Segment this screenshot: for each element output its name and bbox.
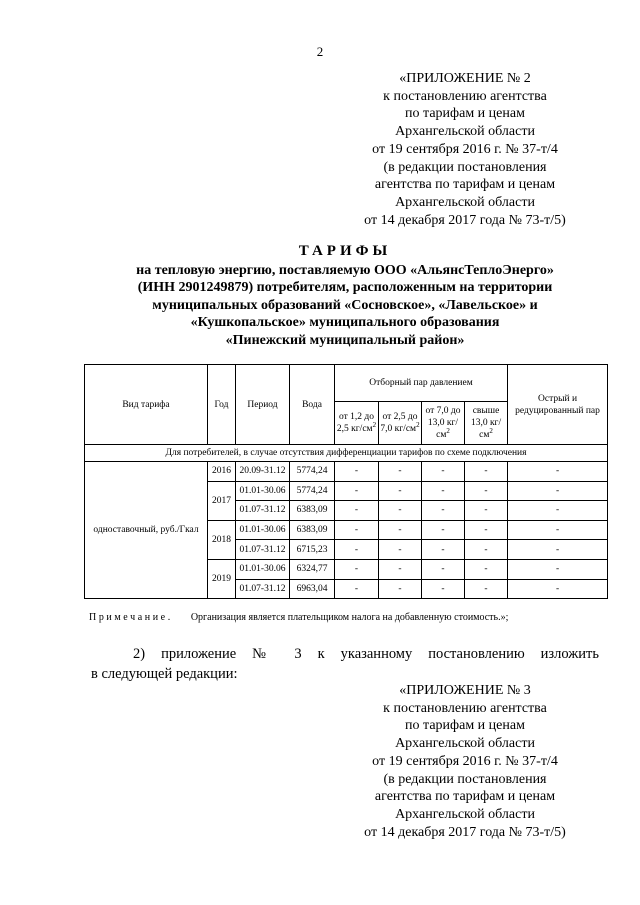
- year-cell: 2019: [208, 559, 236, 598]
- water-cell: 6324,77: [290, 559, 335, 579]
- appendix-line: по тарифам и ценам: [405, 106, 525, 122]
- header-steam-4: [465, 402, 508, 445]
- steam-cell: -: [422, 462, 465, 482]
- period-cell: 01.01-30.06: [236, 520, 290, 540]
- appendix-2-header: [355, 70, 575, 229]
- steam-cell: -: [335, 501, 379, 521]
- period-cell: 01.07-31.12: [236, 579, 290, 599]
- superscript: 2: [446, 426, 450, 435]
- header-steam-group: Отборный пар давлением: [335, 365, 508, 402]
- title-line: на тепловую энергию, поставляемую ООО «АльянсТеплоЭнерго»: [136, 262, 554, 278]
- paragraph-line: в следующей редакции:: [91, 666, 238, 682]
- steam-cell: -: [422, 540, 465, 560]
- steam-cell: -: [379, 520, 422, 540]
- title-line: «Кушкопальское» муниципального образования: [190, 315, 500, 331]
- title-line: «Пинежский муниципальный район»: [225, 332, 465, 348]
- steam-cell: -: [422, 579, 465, 599]
- year-cell: 2017: [208, 481, 236, 520]
- appendix-line: агентства по тарифам и ценам: [374, 789, 556, 805]
- appendix-3-header: [355, 682, 575, 841]
- appendix-line: агентства по тарифам и ценам: [374, 177, 556, 193]
- year-cell: 2016: [208, 462, 236, 482]
- header-steam-2: [379, 402, 422, 445]
- steam-cell: -: [379, 579, 422, 599]
- sharp-steam-cell: -: [508, 481, 608, 501]
- appendix-line: Архангельской области: [395, 124, 535, 140]
- table-row: [85, 462, 608, 482]
- water-cell: 5774,24: [290, 481, 335, 501]
- sharp-steam-cell: -: [508, 540, 608, 560]
- steam-cell: -: [422, 481, 465, 501]
- body-paragraph: [91, 644, 599, 684]
- water-cell: 6383,09: [290, 501, 335, 521]
- header-steam-3-text: от 7,0 до 13,0 кг/см: [425, 406, 461, 440]
- appendix-line: «ПРИЛОЖЕНИЕ № 3: [399, 683, 531, 698]
- table-header-row: [85, 365, 608, 402]
- appendix-line: к постановлению агентства: [383, 700, 547, 716]
- water-cell: 6963,04: [290, 579, 335, 599]
- sharp-steam-cell: -: [508, 520, 608, 540]
- header-tariff-type: Вид тарифа: [85, 365, 208, 445]
- water-cell: 6715,23: [290, 540, 335, 560]
- title-line: (ИНН 2901249879) потребителям, расположенным на территории: [137, 280, 553, 296]
- steam-cell: -: [335, 520, 379, 540]
- period-cell: 01.07-31.12: [236, 501, 290, 521]
- appendix-line: по тарифам и ценам: [405, 718, 525, 734]
- title-line: муниципальных образований «Сосновское», «Лавельское» и: [152, 297, 538, 313]
- header-steam-3: [422, 402, 465, 445]
- steam-cell: -: [465, 559, 508, 579]
- period-cell: 01.07-31.12: [236, 540, 290, 560]
- document-title: [90, 243, 600, 350]
- water-cell: 6383,09: [290, 520, 335, 540]
- sharp-steam-cell: -: [508, 462, 608, 482]
- header-water: Вода: [290, 365, 335, 445]
- header-sharp-steam: Острый и редуцированный пар: [508, 365, 608, 445]
- tariff-name: одноставочный, руб./Гкал: [85, 462, 208, 599]
- tariffs-table: [84, 364, 608, 599]
- appendix-line: Архангельской области: [395, 736, 535, 752]
- steam-cell: -: [335, 559, 379, 579]
- remark-label: Примечание.: [89, 612, 173, 623]
- header-steam-1-text: от 1,2 до 2,5 кг/см: [336, 412, 374, 434]
- year-cell: 2018: [208, 520, 236, 559]
- appendix-line: Архангельской области: [395, 806, 535, 822]
- steam-cell: -: [422, 501, 465, 521]
- steam-cell: -: [422, 559, 465, 579]
- water-cell: 5774,24: [290, 462, 335, 482]
- appendix-line: (в редакции постановления: [383, 771, 547, 787]
- steam-cell: -: [465, 520, 508, 540]
- consumer-note: Для потребителей, в случае отсутствия дифференциации тарифов по схеме подключения: [85, 445, 608, 462]
- superscript: 2: [372, 420, 377, 429]
- steam-cell: -: [379, 481, 422, 501]
- steam-cell: -: [465, 540, 508, 560]
- steam-cell: -: [335, 540, 379, 560]
- steam-cell: -: [379, 540, 422, 560]
- steam-cell: -: [422, 520, 465, 540]
- appendix-line: Архангельской области: [395, 194, 535, 210]
- paragraph-line: 2) приложение № 3 к указанному постановлению изложить: [133, 646, 599, 662]
- appendix-line: к постановлению агентства: [383, 88, 547, 104]
- steam-cell: -: [465, 501, 508, 521]
- period-cell: 01.01-30.06: [236, 559, 290, 579]
- period-cell: 20.09-31.12: [236, 462, 290, 482]
- steam-cell: -: [335, 579, 379, 599]
- steam-cell: -: [379, 462, 422, 482]
- title-heading: ТАРИФЫ: [298, 243, 392, 259]
- remark-text: Организация является плательщиком налога на добавленную стоимость.»;: [190, 612, 509, 623]
- sharp-steam-cell: -: [508, 579, 608, 599]
- header-steam-2-text: от 2,5 до 7,0 кг/см: [380, 412, 418, 434]
- steam-cell: -: [335, 462, 379, 482]
- sharp-steam-cell: -: [508, 559, 608, 579]
- appendix-line: от 19 сентября 2016 г. № 37-т/4: [372, 141, 558, 157]
- table-note-row: [85, 445, 608, 462]
- steam-cell: -: [379, 501, 422, 521]
- steam-cell: -: [465, 462, 508, 482]
- appendix-line: «ПРИЛОЖЕНИЕ № 2: [399, 71, 531, 86]
- period-cell: 01.01-30.06: [236, 481, 290, 501]
- header-steam-1: [335, 402, 379, 445]
- remark: [89, 612, 508, 623]
- steam-cell: -: [465, 481, 508, 501]
- appendix-line: от 14 декабря 2017 года № 73-т/5): [364, 824, 566, 840]
- page-number: 2: [316, 44, 324, 59]
- steam-cell: -: [335, 481, 379, 501]
- header-steam-4-text: свыше 13,0 кг/см: [470, 406, 502, 440]
- appendix-line: (в редакции постановления: [383, 159, 547, 175]
- appendix-line: от 19 сентября 2016 г. № 37-т/4: [372, 753, 558, 769]
- steam-cell: -: [379, 559, 422, 579]
- superscript: 2: [416, 420, 420, 429]
- header-year: Год: [208, 365, 236, 445]
- appendix-line: от 14 декабря 2017 года № 73-т/5): [364, 212, 566, 228]
- superscript: 2: [489, 426, 493, 435]
- sharp-steam-cell: -: [508, 501, 608, 521]
- header-period: Период: [236, 365, 290, 445]
- steam-cell: -: [465, 579, 508, 599]
